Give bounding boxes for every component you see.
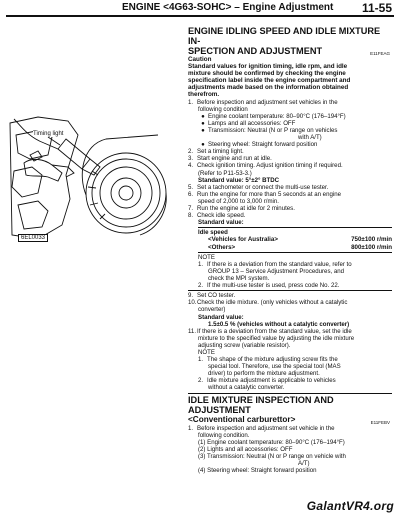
note-2-cont: without a catalytic converter. xyxy=(208,384,285,392)
s2-step-1: 1. Before inspection and adjustment set vehicle in the xyxy=(188,424,335,432)
condition-bullet: ● Steering wheel: Straight forward position xyxy=(201,141,318,149)
condition-cont: with A/T) xyxy=(298,134,322,142)
idle-spec-box xyxy=(188,227,392,253)
s2-condition: (3) Transmission: Neutral (N or P range on vehicle with xyxy=(198,452,346,460)
section-title-line2: SPECTION AND ADJUSTMENT E11FEAG xyxy=(188,46,392,56)
step-5: 5. Set a tachometer or connect the multi-use tester. xyxy=(188,183,329,191)
figure-code: 6EL0033 xyxy=(18,234,48,242)
caution-line: mixture should be confirmed by checking the engine xyxy=(188,70,346,78)
note-2: 2. Idle mixture adjustment is applicable to vehicles xyxy=(198,377,336,385)
caution-line: Standard values for ignition timing, idle rpm, and idle xyxy=(188,63,348,71)
step-10-cont: converter) xyxy=(198,306,226,314)
idle-section xyxy=(188,26,392,474)
section2-subtitle: <Conventional carburettor> E11FEBV xyxy=(188,415,392,425)
figure-callout: Timing light xyxy=(33,131,64,137)
spec-rule xyxy=(198,252,392,253)
idle-speed-label: Idle speed xyxy=(198,229,228,237)
step-4: 4. Check ignition timing. Adjust ignition timing if required. xyxy=(188,162,343,170)
note-heading: NOTE xyxy=(198,253,215,261)
step-9: 9. Set CO tester. xyxy=(188,292,236,300)
s2-condition: (4) Steering wheel: Straight forward position xyxy=(198,467,317,475)
standard-timing: Standard value: 5°±2° BTDC xyxy=(198,176,280,184)
step-10: 10.Check the idle mixture. (only vehicles without a catalytic xyxy=(188,299,348,307)
header-title: ENGINE <4G63-SOHC> – Engine Adjustment xyxy=(122,2,334,13)
step-11-cont: mixture to the specified value by adjusting the idle mixture xyxy=(198,334,355,342)
note-1-cont: GROUP 13 – Service Adjustment Procedures, and xyxy=(208,267,345,275)
section-title-line1: ENGINE IDLING SPEED AND IDLE MIXTURE IN- xyxy=(188,26,381,46)
note-rule xyxy=(188,290,392,291)
standard-value-heading: Standard value: xyxy=(198,313,244,321)
step-4-cont: (Refer to P11-53-3.) xyxy=(198,169,252,177)
note-1-cont: special tool. Therefore, use the special tool (MAS xyxy=(208,363,341,371)
step-1-cont: following condition xyxy=(198,105,248,113)
header-rule xyxy=(6,15,394,17)
page-number: 11-55 xyxy=(361,1,392,15)
condition-bullet: ● Lamps and all accessories: OFF xyxy=(201,119,296,127)
s2-step-1-cont: following condition. xyxy=(198,431,250,439)
s2-condition-cont: A/T) xyxy=(298,460,310,467)
section2-title: IDLE MIXTURE INSPECTION AND ADJUSTMENT xyxy=(188,394,334,415)
standard-value-heading: Standard value: xyxy=(198,219,244,227)
note-rule xyxy=(188,393,392,394)
caution-heading: Caution xyxy=(188,56,212,63)
s2-condition: (2) Lights and all accessories: OFF xyxy=(198,445,293,453)
caution-line: therefrom. xyxy=(188,91,220,99)
condition-bullet: ● Engine coolant temperature: 80–90°C (176–194°F) xyxy=(201,112,346,120)
note-1: 1. If there is a deviation from the standard value, refer to xyxy=(198,260,352,268)
caution-line: specification label inside the engine compartment and xyxy=(188,77,351,85)
section-code: E11FEAG xyxy=(370,51,390,56)
spec-rule xyxy=(198,227,392,228)
step-11-cont: adjusting screw (variable resistor). xyxy=(198,341,291,349)
watermark-text: GalantVR4.org xyxy=(306,499,394,513)
co-standard-value: 1.5±0.5 % (vehicles without a catalytic converter) xyxy=(208,320,350,328)
step-1: 1. Before inspection and adjustment set vehicles in the xyxy=(188,98,338,106)
step-6: 6. Run the engine for more than 5 seconds at an engine xyxy=(188,190,341,198)
step-8: 8. Check idle speed. xyxy=(188,212,246,220)
note-1-cont: driver) to perform the mixture adjustment. xyxy=(208,370,320,378)
step-2: 2. Set a timing light. xyxy=(188,148,244,156)
spec-row-others: <Others> 800±100 r/min xyxy=(208,243,392,251)
step-6-cont: speed of 2,000 to 3,000 r/min. xyxy=(198,197,279,205)
spec-row-australia: <Vehicles for Australia> 750±100 r/min xyxy=(208,236,392,244)
note-2: 2. If the multi-use tester is used, press code No. 22. xyxy=(198,282,340,290)
note-heading: NOTE xyxy=(198,348,215,356)
step-11: 11.If there is a deviation from the standard value, set the idle xyxy=(188,327,352,335)
condition-bullet: ● Transmission: Neutral (N or P range on vehicles xyxy=(201,126,338,134)
note-1: 1. The shape of the mixture adjusting screw fits the xyxy=(198,356,338,364)
s2-condition: (1) Engine coolant temperature: 80–90°C (176–194°F) xyxy=(198,438,345,446)
step-3: 3. Start engine and run at idle. xyxy=(188,155,272,163)
note-1-cont: check the MPI system. xyxy=(208,275,270,283)
step-7: 7. Run the engine at idle for 2 minutes. xyxy=(188,204,295,212)
section2-code: E11FEBV xyxy=(370,419,390,425)
caution-line: adjustments made based on the information obtained xyxy=(188,84,349,92)
